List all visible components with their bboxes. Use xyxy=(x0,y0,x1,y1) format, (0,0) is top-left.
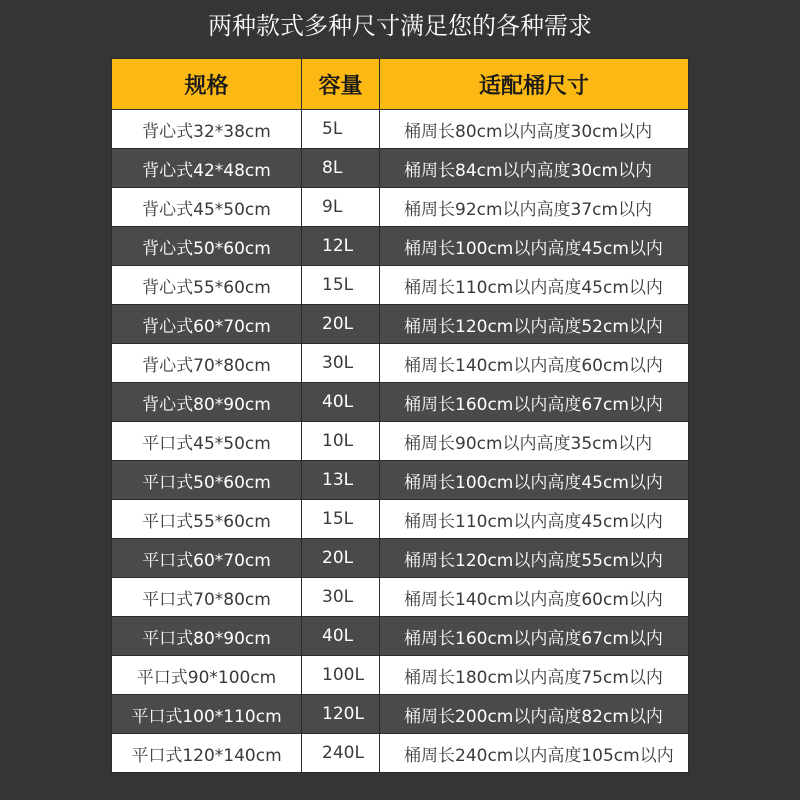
fit-size-cell: 桶周长120cm以内高度52cm以内 xyxy=(380,305,689,344)
capacity-cell: 12L xyxy=(302,227,380,266)
table-row xyxy=(112,461,689,500)
spec-cell: 平口式100*110cm xyxy=(112,695,302,734)
spec-cell: 平口式120*140cm xyxy=(112,734,302,773)
capacity-cell: 5L xyxy=(302,110,380,149)
capacity-cell: 15L xyxy=(302,266,380,305)
fit-size-cell: 桶周长90cm以内高度35cm以内 xyxy=(380,422,689,461)
spec-cell: 背心式60*70cm xyxy=(112,305,302,344)
capacity-cell: 40L xyxy=(302,383,380,422)
fit-size-cell: 桶周长100cm以内高度45cm以内 xyxy=(380,461,689,500)
fit-size-cell: 桶周长110cm以内高度45cm以内 xyxy=(380,266,689,305)
fit-size-cell: 桶周长80cm以内高度30cm以内 xyxy=(380,110,689,149)
spec-cell: 背心式50*60cm xyxy=(112,227,302,266)
table-row xyxy=(112,188,689,227)
capacity-cell: 30L xyxy=(302,344,380,383)
spec-cell: 平口式70*80cm xyxy=(112,578,302,617)
fit-size-cell: 桶周长200cm以内高度82cm以内 xyxy=(380,695,689,734)
spec-cell: 背心式45*50cm xyxy=(112,188,302,227)
capacity-cell: 120L xyxy=(302,695,380,734)
capacity-cell: 8L xyxy=(302,149,380,188)
fit-size-cell: 桶周长140cm以内高度60cm以内 xyxy=(380,578,689,617)
table-row xyxy=(112,539,689,578)
capacity-cell: 40L xyxy=(302,617,380,656)
capacity-cell: 15L xyxy=(302,500,380,539)
table-row xyxy=(112,578,689,617)
capacity-cell: 13L xyxy=(302,461,380,500)
table-row xyxy=(112,344,689,383)
table-row xyxy=(112,227,689,266)
capacity-cell: 10L xyxy=(302,422,380,461)
size-spec-table xyxy=(111,58,689,773)
table-row xyxy=(112,305,689,344)
spec-cell: 背心式32*38cm xyxy=(112,110,302,149)
table-row xyxy=(112,695,689,734)
table-row xyxy=(112,617,689,656)
fit-size-cell: 桶周长110cm以内高度45cm以内 xyxy=(380,500,689,539)
spec-cell: 平口式45*50cm xyxy=(112,422,302,461)
table-header-row xyxy=(112,59,689,110)
table-row xyxy=(112,734,689,773)
fit-size-cell: 桶周长120cm以内高度55cm以内 xyxy=(380,539,689,578)
spec-cell: 平口式90*100cm xyxy=(112,656,302,695)
spec-cell: 背心式80*90cm xyxy=(112,383,302,422)
header-spec: 规格 xyxy=(112,59,302,110)
table-row xyxy=(112,383,689,422)
spec-cell: 背心式55*60cm xyxy=(112,266,302,305)
capacity-cell: 9L xyxy=(302,188,380,227)
table-row xyxy=(112,422,689,461)
capacity-cell: 20L xyxy=(302,305,380,344)
fit-size-cell: 桶周长240cm以内高度105cm以内 xyxy=(380,734,689,773)
fit-size-cell: 桶周长100cm以内高度45cm以内 xyxy=(380,227,689,266)
fit-size-cell: 桶周长84cm以内高度30cm以内 xyxy=(380,149,689,188)
page-title: 两种款式多种尺寸满足您的各种需求 xyxy=(208,12,592,40)
table-row xyxy=(112,500,689,539)
spec-cell: 平口式55*60cm xyxy=(112,500,302,539)
capacity-cell: 100L xyxy=(302,656,380,695)
table-row xyxy=(112,656,689,695)
spec-cell: 平口式60*70cm xyxy=(112,539,302,578)
table-row xyxy=(112,149,689,188)
capacity-cell: 20L xyxy=(302,539,380,578)
spec-cell: 平口式50*60cm xyxy=(112,461,302,500)
capacity-cell: 30L xyxy=(302,578,380,617)
table-row xyxy=(112,110,689,149)
fit-size-cell: 桶周长140cm以内高度60cm以内 xyxy=(380,344,689,383)
header-fit-size: 适配桶尺寸 xyxy=(380,59,689,110)
fit-size-cell: 桶周长180cm以内高度75cm以内 xyxy=(380,656,689,695)
spec-cell: 平口式80*90cm xyxy=(112,617,302,656)
table-row xyxy=(112,266,689,305)
header-capacity: 容量 xyxy=(302,59,380,110)
fit-size-cell: 桶周长160cm以内高度67cm以内 xyxy=(380,617,689,656)
capacity-cell: 240L xyxy=(302,734,380,773)
fit-size-cell: 桶周长92cm以内高度37cm以内 xyxy=(380,188,689,227)
fit-size-cell: 桶周长160cm以内高度67cm以内 xyxy=(380,383,689,422)
spec-cell: 背心式70*80cm xyxy=(112,344,302,383)
spec-cell: 背心式42*48cm xyxy=(112,149,302,188)
